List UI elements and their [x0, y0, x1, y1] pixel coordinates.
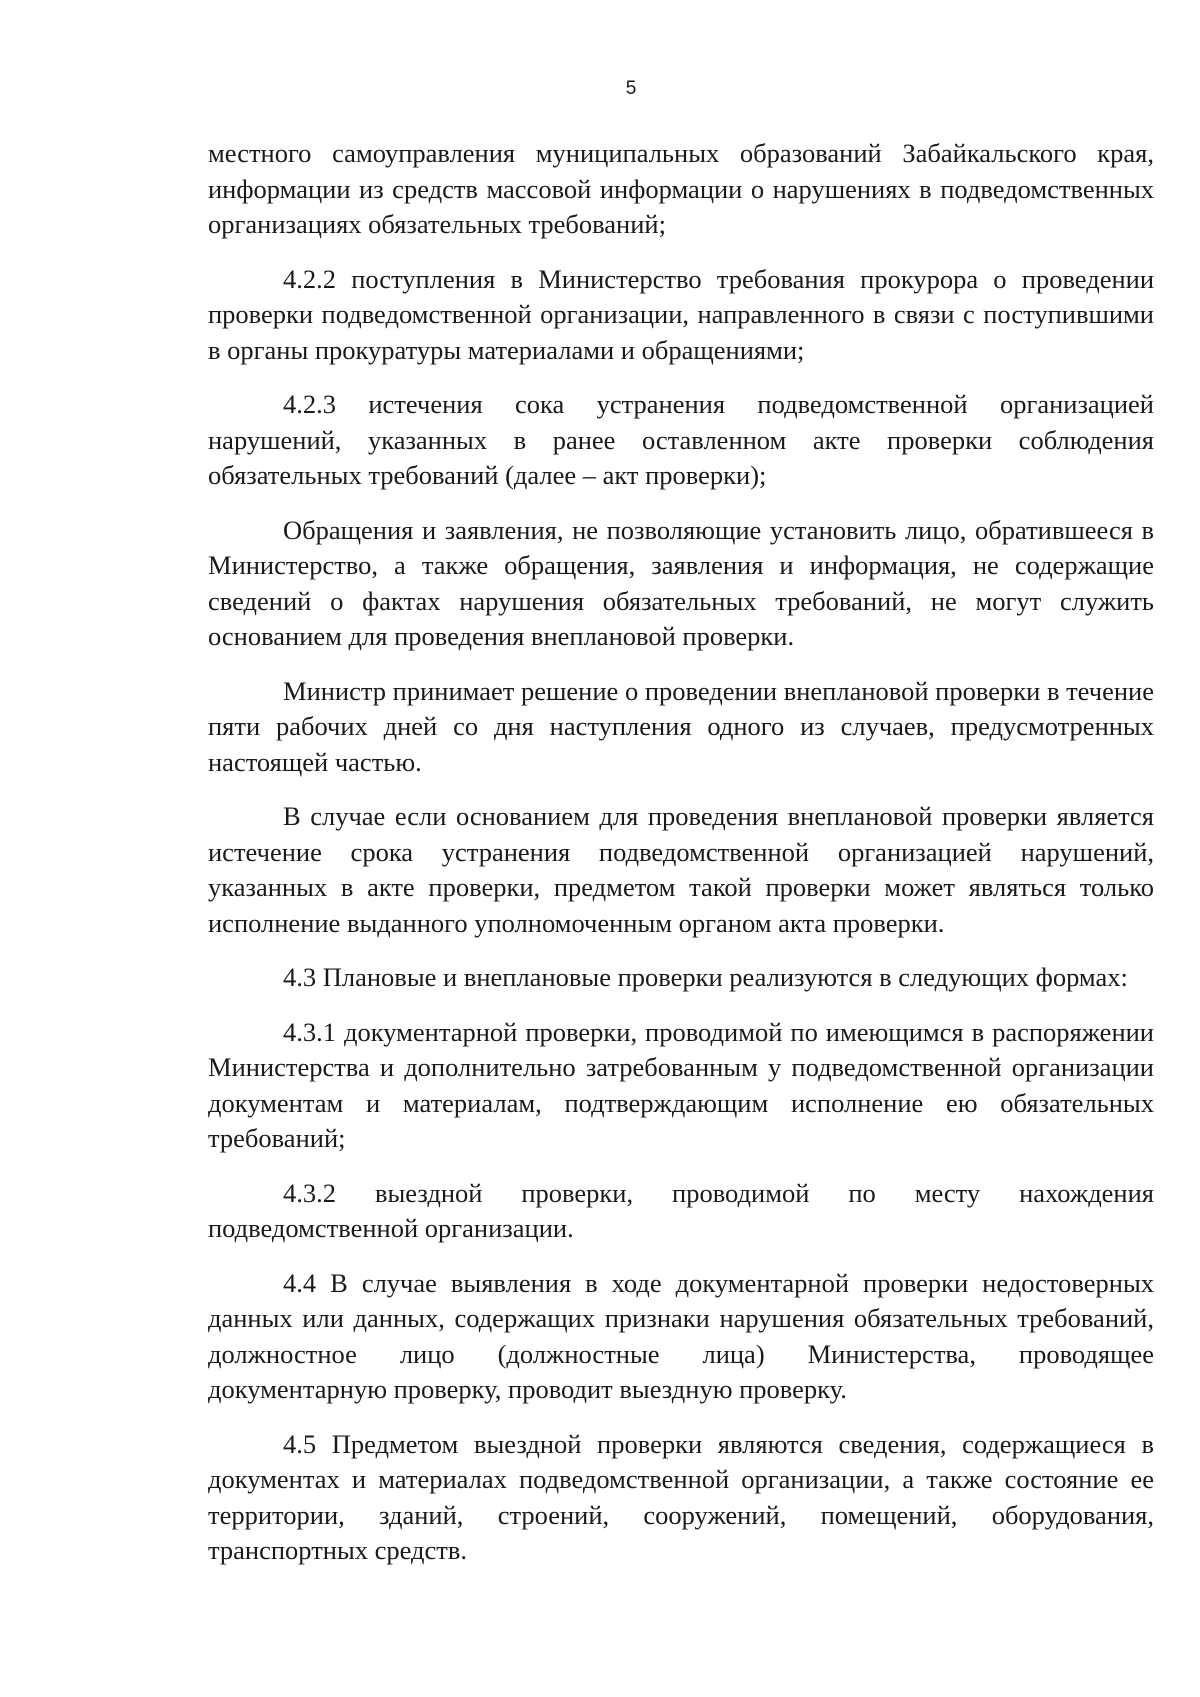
- paragraph-minister-decision: Министр принимает решение о проведении внеплановой проверки в течение пяти рабочих дней со дня наступления одного из случаев, предусмотренных настоящей частью.: [208, 675, 1154, 777]
- paragraph-unscheduled-basis: В случае если основанием для проведения внеплановой проверки является истечение срока устранения подведомственной организацией нарушений, указанных в акте проверки, предметом такой проверки может являться только исполнение выданного уполномоченным органом акта проверки.: [208, 801, 1154, 938]
- paragraph-4-2-2: 4.2.2 поступления в Министерство требования прокурора о проведении проверки подведомственной организации, направленного в связи с поступившими в органы прокуратуры материалами и обращениями;: [208, 263, 1154, 365]
- paragraph-4-3-2: 4.3.2 выездной проверки, проводимой по месту нахождения подведомственной организации.: [208, 1177, 1154, 1243]
- paragraph-4-3-1: 4.3.1 документарной проверки, проводимой по имеющимся в распоряжении Министерства и дополнительно затребованным у подведомственной организации документам и материалам, подтверждающим исполнение ею обязательных требований;: [208, 1016, 1154, 1153]
- paragraph-4-3: 4.3 Плановые и внеплановые проверки реализуются в следующих формах:: [283, 962, 1128, 992]
- document-body: [208, 136, 1154, 1588]
- page-number: 5: [625, 78, 637, 99]
- paragraph-4-4: 4.4 В случае выявления в ходе документарной проверки недостоверных данных или данных, содержащих признаки нарушения обязательных требований, должностное лицо (должностные лица) Министерства, проводящее документарную проверку, проводит выездную проверку.: [208, 1267, 1154, 1404]
- paragraph-4-5: 4.5 Предметом выездной проверки являются сведения, содержащиеся в документах и материалах подведомственной организации, а также состояние ее территории, зданий, строений, сооружений, помещений, оборудования, транспортных средств.: [208, 1428, 1154, 1565]
- paragraph-appeals: Обращения и заявления, не позволяющие установить лицо, обратившееся в Министерство, а также обращения, заявления и информация, не содержащие сведений о фактах нарушения обязательных требований, не могут служить основанием для проведения внеплановой проверки.: [208, 514, 1154, 651]
- paragraph-4-2-3: 4.2.3 истечения сока устранения подведомственной организацией нарушений, указанных в ранее оставленном акте проверки соблюдения обязательных требований (далее – акт проверки);: [208, 389, 1154, 490]
- paragraph-continuation: местного самоуправления муниципальных образований Забайкальского края, информации из средств массовой информации о нарушениях в подведомственных организациях обязательных требований;: [208, 138, 1154, 239]
